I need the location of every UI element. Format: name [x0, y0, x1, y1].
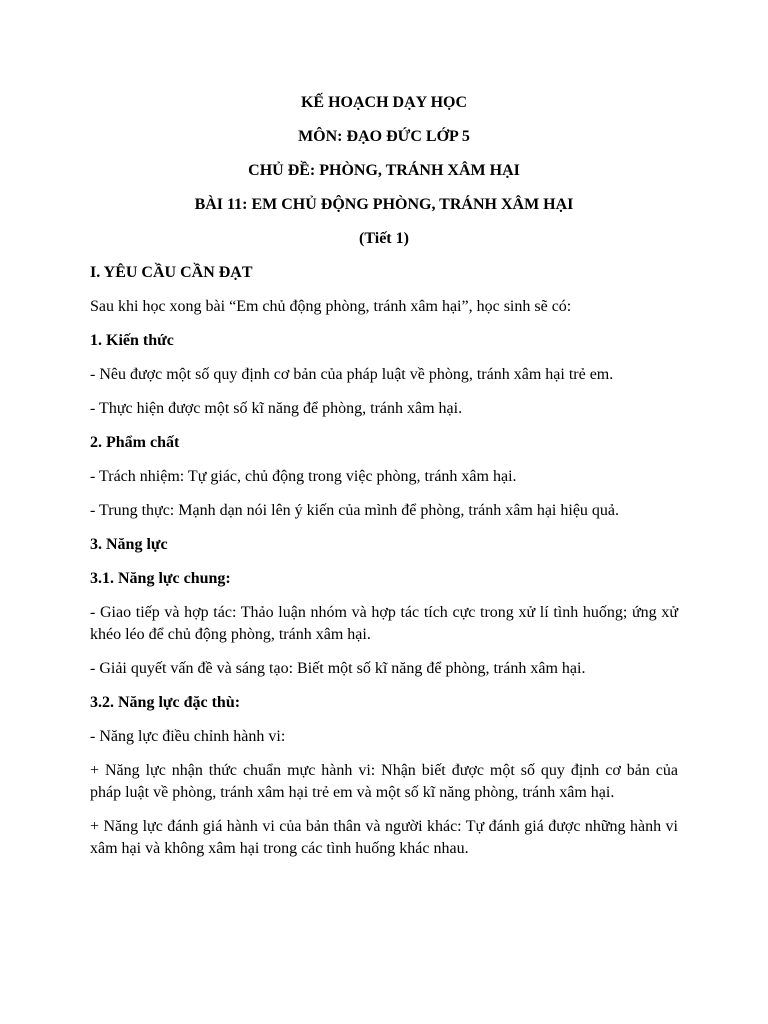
subject-title: MÔN: ĐẠO ĐỨC LỚP 5 [298, 128, 470, 145]
topic-title: CHỦ ĐỀ: PHÒNG, TRÁNH XÂM HẠI [248, 162, 520, 179]
competence-heading: 3. Năng lực [90, 536, 168, 553]
title-block [90, 92, 678, 262]
specific-competence-heading: 3.2. Năng lực đặc thù: [90, 694, 241, 711]
specific-competence-item: + Năng lực nhận thức chuẩn mực hành vi: Nhận biết được một số quy định cơ bản của pháp luật về phòng, tránh xâm hại trẻ em và một số kĩ năng phòng, tránh xâm hại. [90, 762, 678, 801]
quality-heading: 2. Phẩm chất [90, 434, 180, 451]
quality-item: - Trách nhiệm: Tự giác, chủ động trong việc phòng, tránh xâm hại. [90, 468, 517, 485]
plan-title: KẾ HOẠCH DẠY HỌC [300, 94, 468, 111]
lesson-title: BÀI 11: EM CHỦ ĐỘNG PHÒNG, TRÁNH XÂM HẠI [194, 196, 574, 213]
general-competence-item: - Giải quyết vấn đề và sáng tạo: Biết một số kĩ năng để phòng, tránh xâm hại. [90, 660, 586, 677]
specific-competence-item: + Năng lực đánh giá hành vi của bản thân và người khác: Tự đánh giá được những hành vi xâm hại và không xâm hại trong các tình huống khác nhau. [90, 818, 678, 857]
specific-competence-item: - Năng lực điều chỉnh hành vi: [90, 728, 286, 745]
knowledge-item: - Nêu được một số quy định cơ bản của pháp luật về phòng, tránh xâm hại trẻ em. [90, 366, 614, 383]
section-heading-requirements: I. YÊU CẦU CẦN ĐẠT [90, 264, 253, 281]
quality-item: - Trung thực: Mạnh dạn nói lên ý kiến của mình để phòng, tránh xâm hại hiệu quả. [90, 502, 620, 519]
intro-paragraph: Sau khi học xong bài “Em chủ động phòng, tránh xâm hại”, học sinh sẽ có: [90, 298, 572, 315]
document-body [90, 262, 678, 872]
general-competence-heading: 3.1. Năng lực chung: [90, 570, 231, 587]
knowledge-item: - Thực hiện được một số kĩ năng để phòng, tránh xâm hại. [90, 400, 463, 417]
general-competence-item: - Giao tiếp và hợp tác: Thảo luận nhóm và hợp tác tích cực trong xử lí tình huống; ứng xử khéo léo để chủ động phòng, tránh xâm hại. [90, 604, 678, 643]
knowledge-heading: 1. Kiến thức [90, 332, 174, 349]
document-page [90, 0, 678, 1024]
period-label: (Tiết 1) [359, 230, 409, 247]
